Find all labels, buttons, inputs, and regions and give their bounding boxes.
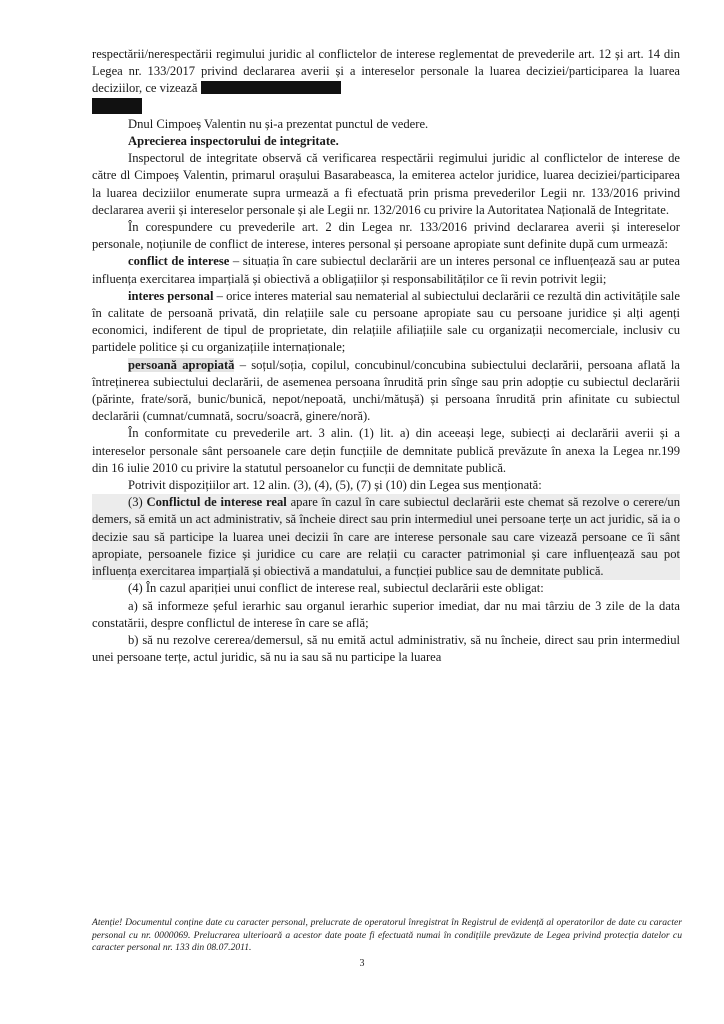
alin4b-paragraph: b) să nu rezolve cererea/demersul, să nu emită actul administrativ, să nu încheie, direct sau prin intermediul unei persoane terțe, actul juridic, să nu ia sau să nu participe la luarea xyxy=(92,632,680,665)
definition-close-person: persoană apropiată – soțul/soția, copilul, concubinul/concubina subiectului declarării, persoana aflată la întreținerea subiectului declarării, de asemenea persoana înrudită prin sînge sau prin adopție cu subiectul declarării (părinte, frate/soră, bunic/bunică, nepot/nepoată, unchi/mătușă) și persoana înrudită prin afinitate cu subiectul declarării (cumnat/cumnată, socru/soacră, ginere/noră). xyxy=(92,357,680,424)
privacy-notice: Atenție! Documentul conține date cu caracter personal, prelucrate de operatorul înregistrat în Registrul de evidență al operatorilor de date cu caracter personal cu nr. 0000069. Prelucrarea ulterioară a acestor date poate fi efectuată numai în condițiile prevăzute de Legea privind protecția datelor cu caracter personal nr. 133 din 08.07.2011. xyxy=(92,917,682,954)
alin3-paragraph: (3) Conflictul de interese real apare în cazul în care subiectul declarării este chemat să rezolve o cerere/un demers, să emită un act administrativ, să încheie direct sau prin intermediul unei persoane terțe un act juridic, să ia o decizie sau să participe la luarea unei decizii în care are interese personale sau care vizează persoane ce îi sânt apropiate, persoanele fizice și juridice cu care are relații cu caracter patrimonial și care influențează sau pot influența exercitarea imparțială și obiectivă a mandatului, a funcției publice sau de demnitate publică. xyxy=(92,494,680,580)
definition-term: conflict de interese xyxy=(128,254,230,269)
intro-text: respectării/nerespectării regimului juridic al conflictelor de interese reglementat de prevederile art. 12 și art. 14 din Legea nr. 133/2017 privind declararea averii și a intereselor personale la luarea deciziei/participarea la luarea deciziilor, ce vizează xyxy=(92,47,680,96)
page-number: 3 xyxy=(359,958,365,969)
definition-interest: interes personal – orice interes material sau nematerial al subiectului declarării ce rezultă din activitățile sale în calitate de persoană privată, din relațiile sale cu persoane apropiate sau cu persoane juridice și alți agenți economici, indiferent de tipul de proprietate, din relațiile afiliațiile sale cu organizații necomerciale, inclusiv cu partidele politice și cu organizațiile internaționale; xyxy=(92,288,680,355)
intro-paragraph xyxy=(92,46,680,116)
art2-paragraph: În corespundere cu prevederile art. 2 din Legea nr. 133/2016 privind declararea averii și intereselor personale, noțiunile de conflict de interese, interes personal și persoane apropiate sunt definite după cum urmează: xyxy=(92,220,680,252)
redaction-mark xyxy=(92,98,142,114)
alin4a-paragraph: a) să informeze șeful ierarhic sau organul ierarhic superior imediat, dar nu mai târziu de 3 zile de la data constatării, despre conflictul de interese în care se află; xyxy=(92,598,680,630)
definition-term: persoană apropiată xyxy=(128,357,235,372)
art12-paragraph: Potrivit dispozițiilor art. 12 alin. (3), (4), (5), (7) și (10) din Legea sus menționată: xyxy=(128,478,542,493)
definition-term: interes personal xyxy=(128,288,214,303)
alin4-paragraph: (4) În cazul apariției unui conflict de interese real, subiectul declarării este obligat: xyxy=(128,581,544,596)
viewpoint-paragraph: Dnul Cimpoeș Valentin nu și-a prezentat punctul de vedere. xyxy=(128,116,429,131)
definition-term: Conflictul de interese real xyxy=(146,495,287,510)
art3-paragraph: În conformitate cu prevederile art. 3 alin. (1) lit. a) din aceeași lege, subiecți ai declarării averii și a intereselor personale sânt persoanele care dețin funcțiile de demnitate publică prevăzute în anexa la Legea nr.199 din 16 iulie 2010 cu privire la statutul persoanelor cu funcții de demnitate publică. xyxy=(92,426,680,475)
definition-conflict: conflict de interese – situația în care subiectul declarării are un interes personal ce influențează sau ar putea influența exercitarea imparțială și obiectivă a obligațiilor și responsabilităților ce îi revin potrivit legii; xyxy=(92,254,680,286)
section-heading: Aprecierea inspectorului de integritate. xyxy=(128,134,339,149)
redaction-mark xyxy=(201,81,341,94)
inspector-paragraph: Inspectorul de integritate observă că verificarea respectării regimului juridic al conflictelor de interese de către dl Cimpoeș Valentin, primarul orașului Basarabeasca, la emiterea actelor juridice, luarea deciziei/participarea la luarea deciziilor enumerate supra urmează a fi efectuată prin prisma prevederilor Legii nr. 133/2016 privind declararea averii și intereselor personale și ale Legii nr. 132/2016 cu privire la Autoritatea Națională de Integritate. xyxy=(92,151,680,217)
document-body xyxy=(92,46,680,666)
